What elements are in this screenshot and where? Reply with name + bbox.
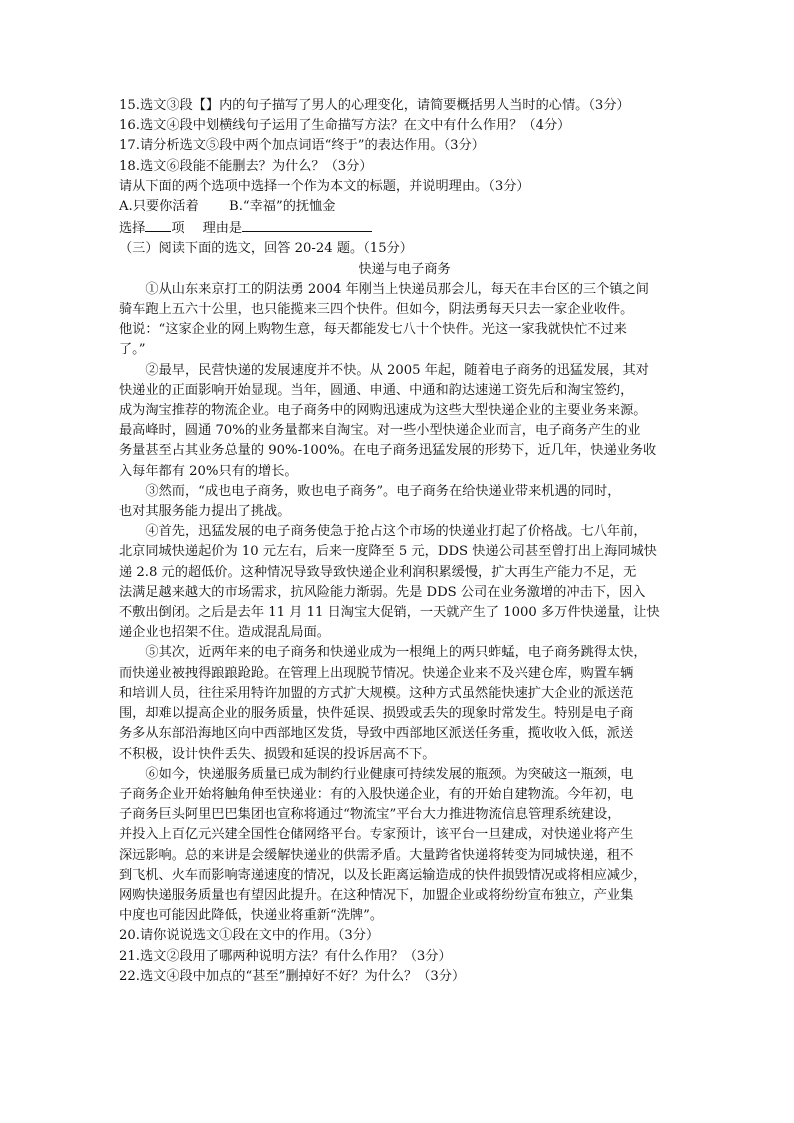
paragraph-6-line: 中度也可能因此降低，快递业将重新“洗牌”。 bbox=[119, 908, 384, 924]
paragraph-6-line: ⑥如今，快递服务质量已成为制约行业健康可持续发展的瓶颈。为突破这一瓶颈，电 bbox=[145, 766, 634, 782]
question-22: 22.选文④段中加点的“甚至”删掉好不好？为什么？（3分） bbox=[119, 968, 466, 984]
paragraph-4-line: 不敷出倒闭。之后是去年 11 月 11 日淘宝大促销，一天就产生了 1000 多万件快递量，让快 bbox=[119, 605, 660, 621]
choice-reason-label: 理由是 bbox=[202, 221, 243, 237]
questions-bottom bbox=[119, 926, 690, 987]
article-title: 快递与电子商务 bbox=[358, 261, 451, 277]
paragraph-6-line: 并投入上百亿元兴建全国性仓储网络平台。专家预计，该平台一旦建成，对快递业将产生 bbox=[119, 827, 634, 843]
question-15: 15.选文③段【】内的句子描写了男人的心理变化，请简要概括男人当时的心情。（3分） bbox=[119, 98, 630, 113]
paragraph-4-line: ④首先，迅猛发展的电子商务使急于抢占这个市场的快递业打起了价格战。七八年前， bbox=[145, 524, 647, 540]
section-header: （三）阅读下面的选文，回答 20-24 题。（15分） bbox=[119, 241, 413, 257]
paragraph-6-line: 子商务企业开始将触角伸至快递业：有的入股快递企业，有的开始自建物流。今年初，电 bbox=[119, 786, 634, 802]
paragraph-5-line: 和培训人员，往往采用特许加盟的方式扩大规模。这种方式虽然能快速扩大企业的派送范 bbox=[119, 685, 634, 701]
paragraph-4-line: 法满足越来越大的市场需求，抗风险能力渐弱。先是 DDS 公司在业务激增的冲击下，因入 bbox=[119, 584, 646, 600]
paragraph-6-line: 网购快递服务质量也有望因此提升。在这种情况下，加盟企业或将纷纷宣布独立，产业集 bbox=[119, 887, 634, 903]
paragraph-1-line: ①从山东来京打工的阴法勇 2004 年刚当上快递员那会儿，每天在丰台区的三个镇之间 bbox=[145, 281, 649, 297]
paragraph-3-line: 也对其服务能力提出了挑战。 bbox=[119, 504, 291, 520]
article-body bbox=[119, 280, 690, 927]
question-18: 18.选文⑥段能不能删去？为什么？（3分） bbox=[119, 158, 373, 174]
paragraph-6-line: 深远影响。总的来讲是会缓解快递业的供需矛盾。大量跨省快递将转变为同城快递，租不 bbox=[119, 847, 634, 863]
question-20: 20.请你说说选文①段在文中的作用。（3分） bbox=[119, 928, 380, 944]
paragraph-1-line: 他说：“这家企业的网上购物生意，每天都能发七八十个快件。光这一家我就快忙不过来 bbox=[119, 322, 627, 338]
paragraph-2-line: ②最早，民营快递的发展速度并不快。从 2005 年起，随着电子商务的迅猛发展，其对 bbox=[145, 362, 649, 378]
paragraph-2-line: 务量甚至占其业务总量的 90%-100%。在电子商务迅猛发展的形势下，近几年，快递业务收 bbox=[119, 443, 657, 459]
paragraph-2-line: 入每年都有 20%只有的增长。 bbox=[119, 463, 298, 479]
question-title-choice: 请从下面的两个选项中选择一个作为本文的标题，并说明理由。（3分） bbox=[119, 178, 530, 194]
paragraph-1-line: 了。” bbox=[119, 342, 146, 358]
paragraph-4-line: 北京同城快递起价为 10 元左右，后来一度降至 5 元，DDS 快递公司甚至曾打出上海同城快 bbox=[119, 544, 657, 560]
paragraph-5-line: 不积极，设计快件丢失、损毁和延误的投诉居高不下。 bbox=[119, 746, 436, 762]
choice-answer-row bbox=[119, 217, 690, 239]
paragraph-2-line: 最高峰时，圆通 70%的业务量都来自淘宝。对一些小型快递企业而言，电子商务产生的业 bbox=[119, 423, 641, 439]
paragraph-5-line: 而快递业被拽得踉踉跄跄。在管理上出现脱节情况。快递企业来不及兴建仓库，购置车辆 bbox=[119, 665, 634, 681]
paragraph-6-line: 子商务巨头阿里巴巴集团也宣称将通过“物流宝”平台大力推进物流信息管理系统建设， bbox=[119, 807, 621, 823]
paragraph-4-line: 递 2.8 元的超低价。这种情况导致导致快递企业利润积累缓慢，扩大再生产能力不足，无 bbox=[119, 564, 637, 580]
title-options bbox=[119, 197, 690, 217]
paragraph-4-line: 递企业也招架不住。造成混乱局面。 bbox=[119, 625, 330, 641]
questions-top bbox=[119, 96, 690, 197]
paragraph-3-line: ③然而，“成也电子商务，败也电子商务”。电子商务在给快递业带来机遇的同时， bbox=[145, 483, 621, 499]
paragraph-6-line: 到飞机、火车而影响寄递速度的情况，以及长距离运输造成的快件损毁情况或将相应减少， bbox=[119, 867, 647, 883]
question-21: 21.选文②段用了哪两种说明方法？有什么作用？（3分） bbox=[119, 948, 452, 964]
reason-blank[interactable] bbox=[242, 217, 372, 232]
paragraph-1-line: 骑车跑上五六十公里，也只能揽来三四个快件。但如今，阴法勇每天只去一家企业收件。 bbox=[119, 302, 634, 318]
question-17: 17.请分析选文⑤段中两个加点词语“终于”的表达作用。（3分） bbox=[119, 138, 485, 154]
choice-select-label: 选择 bbox=[119, 221, 146, 237]
paragraph-2-line: 快递业的正面影响开始显现。当年，圆通、申通、中通和韵达速递工资先后和淘宝签约， bbox=[119, 382, 634, 398]
choice-item-label: 项 bbox=[171, 221, 185, 237]
option-b: B.“幸福”的抚恤金 bbox=[229, 199, 336, 215]
paragraph-5-line: 围，却难以提高企业的服务质量，快件延误、损毁或丢失的现象时常发生。特别是电子商 bbox=[119, 706, 634, 722]
paragraph-2-line: 成为淘宝推荐的物流企业。电子商务中的网购迅速成为这些大型快递企业的主要业务来源。 bbox=[119, 403, 647, 419]
paragraph-5-line: 务多从东部沿海地区向中西部地区发货，导致中西部地区派送任务重，揽收收入低，派送 bbox=[119, 726, 634, 742]
paragraph-5-line: ⑤其次，近两年来的电子商务和快递业成为一根绳上的两只蚱蜢，电子商务跳得太快， bbox=[145, 645, 647, 661]
question-16: 16.选文④段中划横线句子运用了生命描写方法？在文中有什么作用？（4分） bbox=[119, 118, 571, 134]
choice-blank[interactable] bbox=[145, 217, 171, 232]
option-a: A.只要你活着 bbox=[119, 199, 199, 215]
